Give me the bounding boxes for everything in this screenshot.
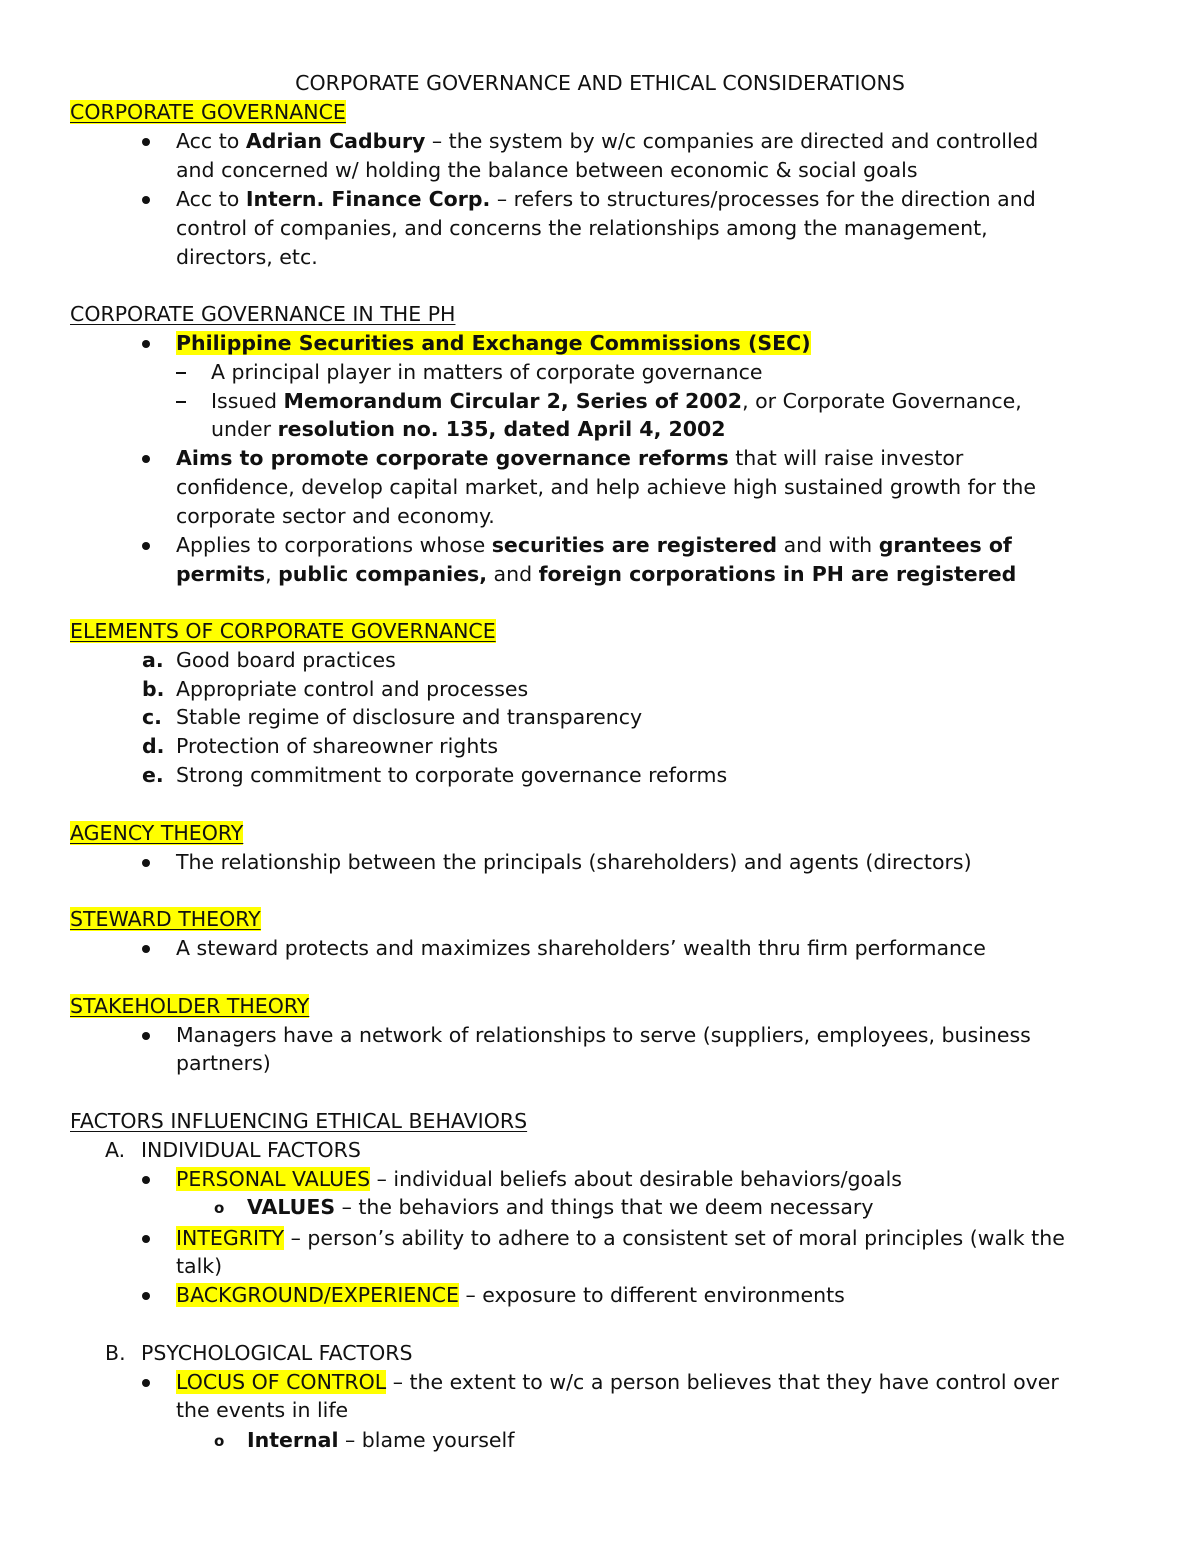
bullet-icon bbox=[142, 542, 150, 550]
list-item: Protection of shareowner rights bbox=[176, 734, 499, 758]
list-item: Stable regime of disclosure and transparency bbox=[176, 705, 643, 729]
list-item-continuation: confidence, develop capital market, and help achieve high sustained growth for the bbox=[176, 475, 1037, 499]
list-item: Good board practices bbox=[176, 648, 396, 672]
subsection-heading-individual: INDIVIDUAL FACTORS bbox=[141, 1138, 361, 1162]
sub-list-item: A principal player in matters of corporate governance bbox=[211, 360, 763, 384]
list-label: B. bbox=[105, 1341, 126, 1365]
section-heading-governance-ph: CORPORATE GOVERNANCE IN THE PH bbox=[70, 302, 456, 326]
section-heading-steward-theory: STEWARD THEORY bbox=[70, 907, 261, 931]
list-item-continuation: the events in life bbox=[176, 1398, 349, 1422]
list-item-sec: Philippine Securities and Exchange Commissions (SEC) bbox=[176, 331, 811, 355]
subsection-heading-psychological: PSYCHOLOGICAL FACTORS bbox=[141, 1341, 413, 1365]
list-item: Acc to Adrian Cadbury – the system by w/c companies are directed and controlled bbox=[176, 129, 1039, 153]
list-label: c. bbox=[142, 705, 162, 729]
section-heading-agency-theory: AGENCY THEORY bbox=[70, 821, 244, 845]
list-item: Applies to corporations whose securities are registered and with grantees of bbox=[176, 533, 1012, 557]
sub-list-item-continuation: under resolution no. 135, dated April 4, 2002 bbox=[211, 417, 726, 441]
list-label: A. bbox=[105, 1138, 126, 1162]
section-heading-corporate-governance: CORPORATE GOVERNANCE bbox=[70, 100, 346, 124]
sub-list-item: Issued Memorandum Circular 2, Series of 2002, or Corporate Governance, bbox=[211, 389, 1022, 413]
list-item: Strong commitment to corporate governance reforms bbox=[176, 763, 728, 787]
list-label: e. bbox=[142, 763, 164, 787]
bullet-icon bbox=[142, 945, 150, 953]
list-item: INTEGRITY – person’s ability to adhere to a consistent set of moral principles (walk the bbox=[176, 1226, 1065, 1250]
list-item-continuation: control of companies, and concerns the relationships among the management, bbox=[176, 216, 988, 240]
list-item: PERSONAL VALUES – individual beliefs about desirable behaviors/goals bbox=[176, 1167, 902, 1191]
list-item: A steward protects and maximizes shareholders’ wealth thru firm performance bbox=[176, 936, 986, 960]
list-item: Acc to Intern. Finance Corp. – refers to structures/processes for the direction and bbox=[176, 187, 1036, 211]
bullet-icon bbox=[142, 455, 150, 463]
bullet-icon bbox=[142, 1032, 150, 1040]
list-label: b. bbox=[142, 677, 165, 701]
list-item: Aims to promote corporate governance reforms that will raise investor bbox=[176, 446, 964, 470]
circle-bullet-icon: o bbox=[214, 1199, 225, 1217]
bullet-icon bbox=[142, 1379, 150, 1387]
bullet-icon bbox=[142, 1176, 150, 1184]
section-heading-stakeholder-theory: STAKEHOLDER THEORY bbox=[70, 994, 310, 1018]
bullet-icon bbox=[142, 1235, 150, 1243]
section-heading-elements: ELEMENTS OF CORPORATE GOVERNANCE bbox=[70, 619, 496, 643]
list-label: a. bbox=[142, 648, 164, 672]
list-item-continuation: partners) bbox=[176, 1051, 271, 1075]
list-item: BACKGROUND/EXPERIENCE – exposure to different environments bbox=[176, 1283, 845, 1307]
dash-icon bbox=[176, 401, 186, 403]
list-item-continuation: directors, etc. bbox=[176, 245, 318, 269]
document-title: CORPORATE GOVERNANCE AND ETHICAL CONSIDERATIONS bbox=[295, 71, 905, 95]
list-item-continuation: and concerned w/ holding the balance between economic & social goals bbox=[176, 158, 918, 182]
bullet-icon bbox=[142, 859, 150, 867]
sub-list-item: VALUES – the behaviors and things that we deem necessary bbox=[247, 1195, 874, 1219]
bullet-icon bbox=[142, 1292, 150, 1300]
bullet-icon bbox=[142, 340, 150, 348]
list-item: LOCUS OF CONTROL – the extent to w/c a person believes that they have control over bbox=[176, 1370, 1059, 1394]
list-item: Managers have a network of relationships to serve (suppliers, employees, business bbox=[176, 1023, 1031, 1047]
list-item: Appropriate control and processes bbox=[176, 677, 529, 701]
bullet-icon bbox=[142, 138, 150, 146]
list-label: d. bbox=[142, 734, 165, 758]
section-heading-factors: FACTORS INFLUENCING ETHICAL BEHAVIORS bbox=[70, 1109, 528, 1133]
bullet-icon bbox=[142, 196, 150, 204]
sub-list-item: Internal – blame yourself bbox=[247, 1428, 515, 1452]
list-item-continuation: corporate sector and economy. bbox=[176, 504, 495, 528]
dash-icon bbox=[176, 372, 186, 374]
list-item-continuation: permits, public companies, and foreign corporations in PH are registered bbox=[176, 562, 1017, 586]
list-item-continuation: talk) bbox=[176, 1254, 223, 1278]
circle-bullet-icon: o bbox=[214, 1432, 225, 1450]
list-item: The relationship between the principals (shareholders) and agents (directors) bbox=[176, 850, 972, 874]
